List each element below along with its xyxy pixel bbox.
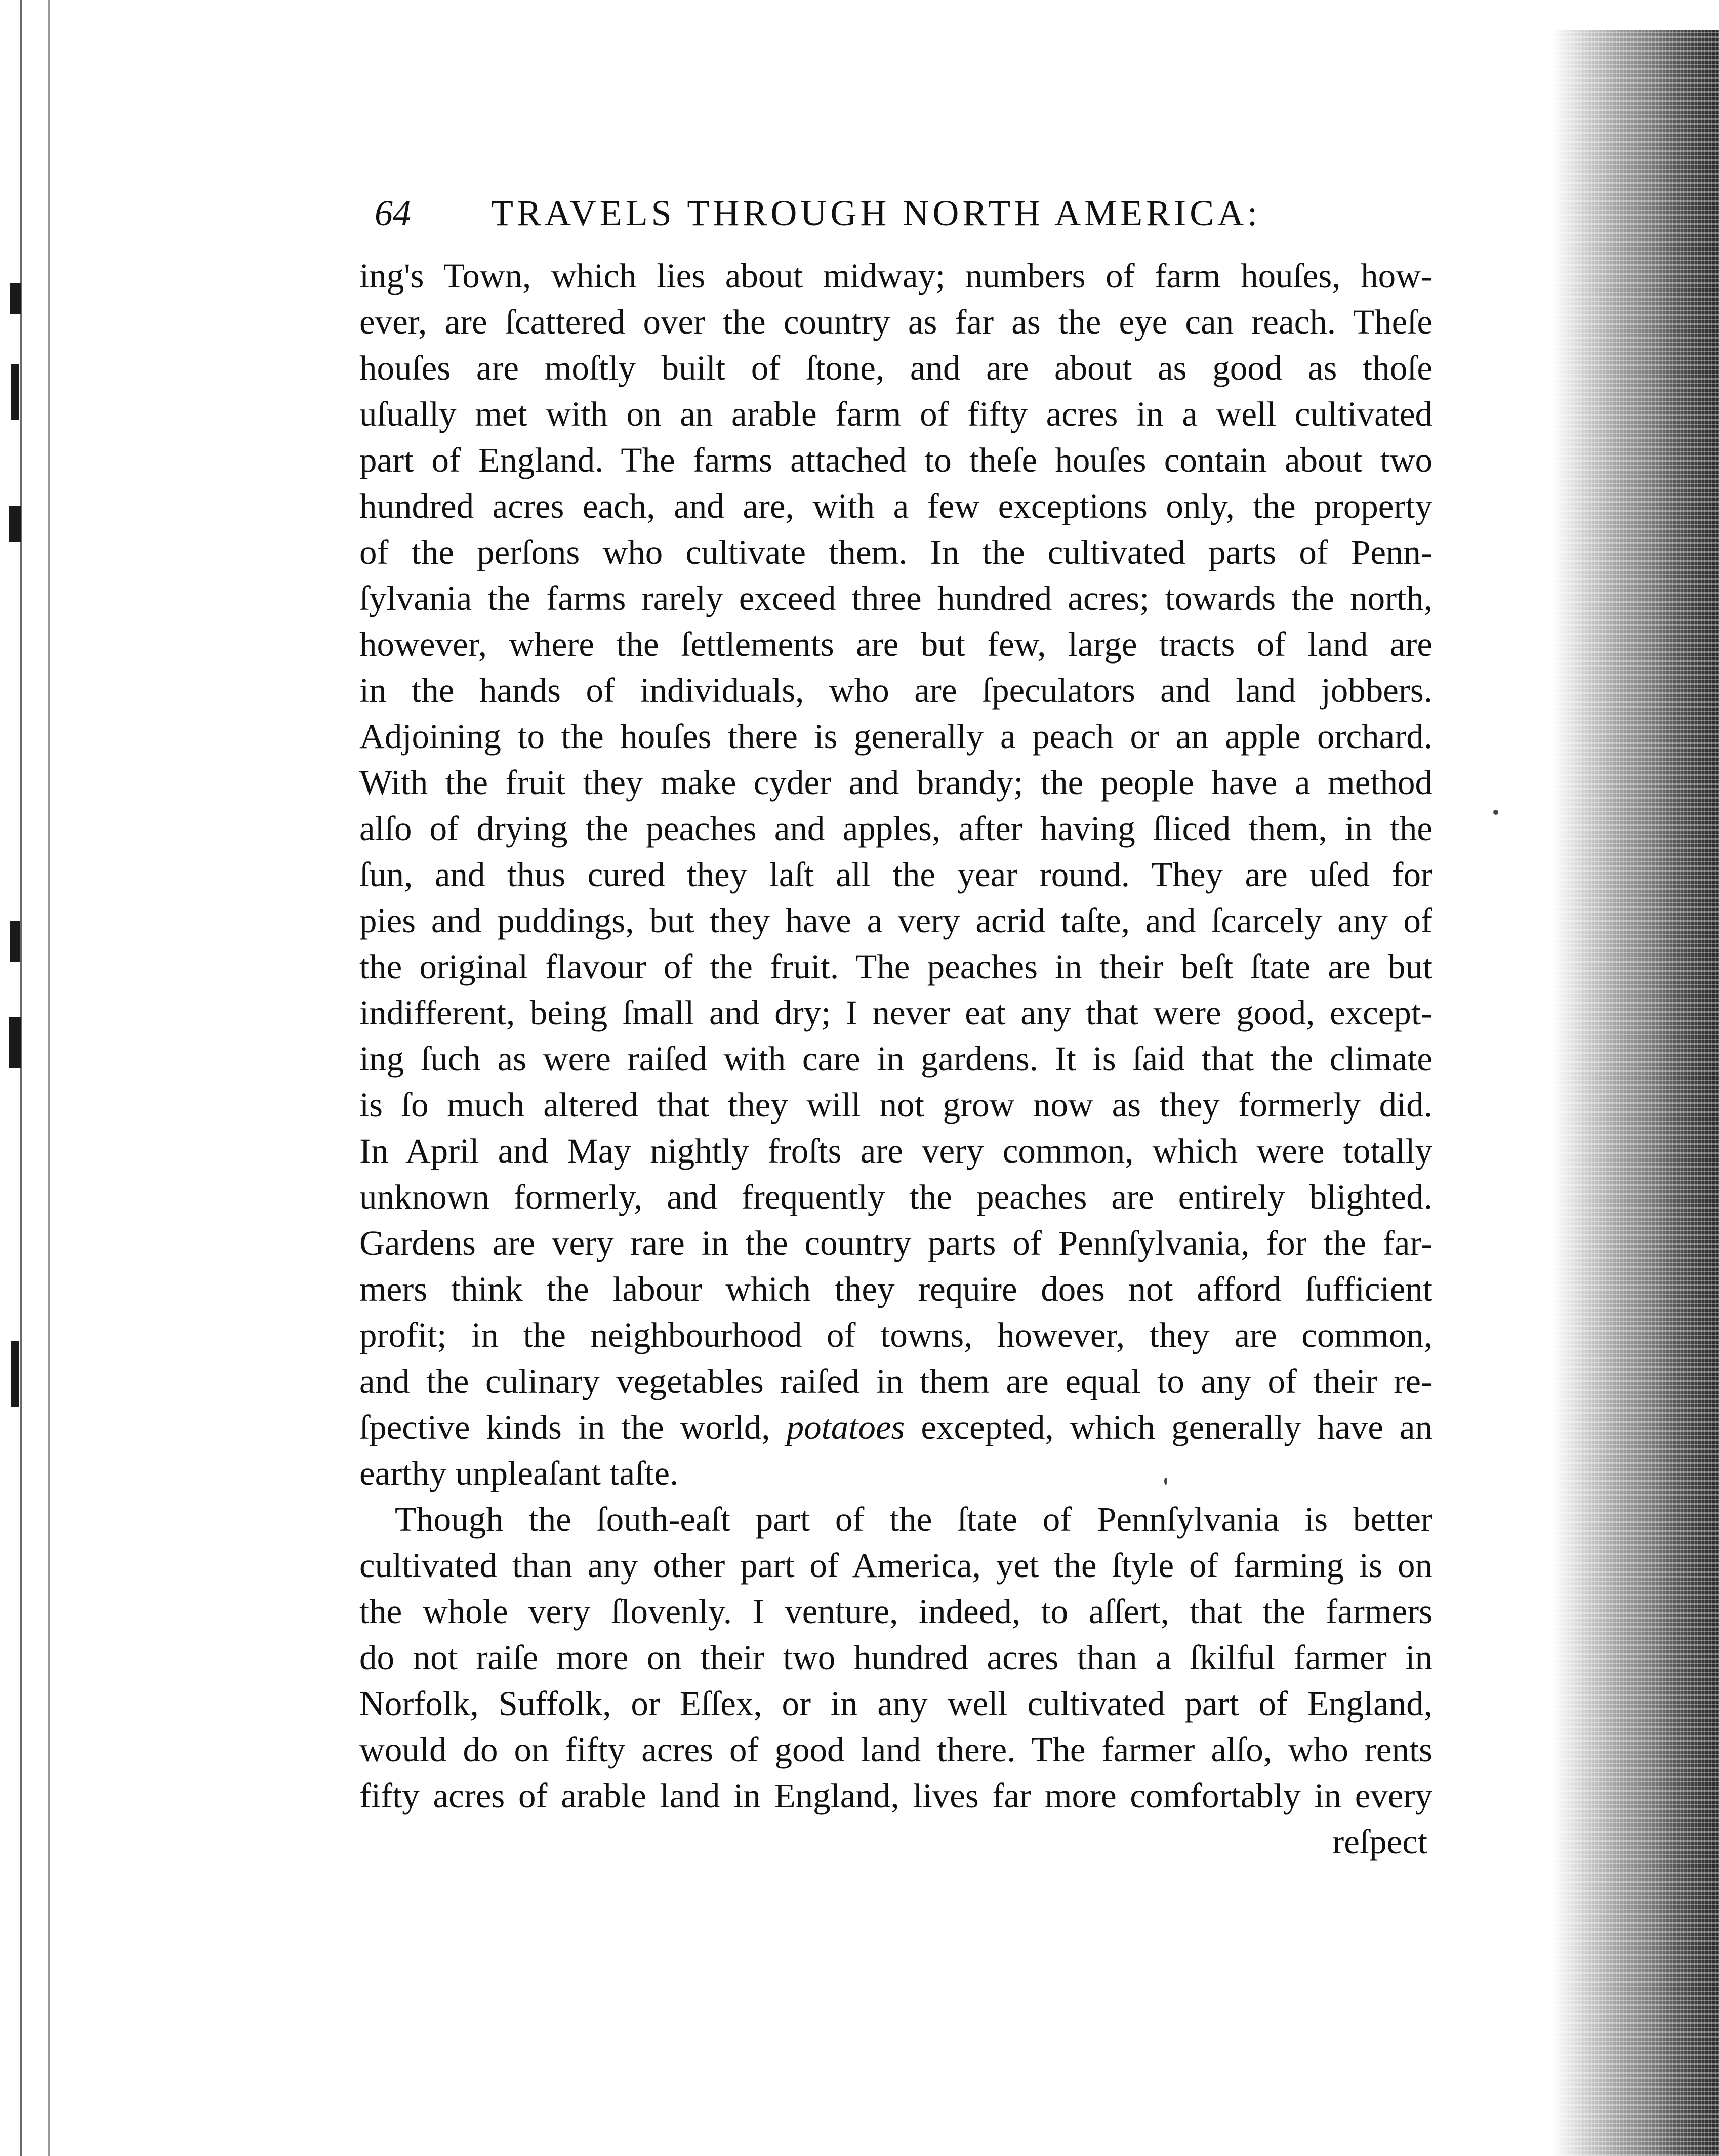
text-line: ing's Town, which lies about midway; numbers of farm houſes, how- [359,257,1433,295]
text-line: pies and puddings, but they have a very acrid taſte, and ſcarcely any of [359,901,1433,940]
text-line: hundred acres each, and are, with a few exceptions only, the property [359,487,1433,525]
text-line: of the perſons who cultivate them. In the cultivated parts of Penn- [359,533,1433,571]
italic-word: potatoes [786,1408,905,1446]
text-line: ſun, and thus cured they laſt all the year round. They are uſed for [359,855,1433,894]
right-gutter-speckle [1552,30,1719,2156]
text-line: Norfolk, Suffolk, or Eſſex, or in any well cultivated part of England, [359,1684,1433,1723]
text-line: alſo of drying the peaches and apples, after having ſliced them, in the [359,809,1433,848]
running-title: TRAVELS THROUGH NORTH AMERICA: [491,193,1261,233]
text-line: ing ſuch as were raiſed with care in gardens. It is ſaid that the climate [359,1040,1433,1078]
text-line: is ſo much altered that they will not grow now as they formerly did. [359,1086,1433,1124]
left-binding-edge [0,0,76,2156]
text-line: unknown formerly, and frequently the peaches are entirely blighted. [359,1178,1433,1216]
binding-mark [10,283,21,314]
page-header [359,192,1433,253]
text-segment: excepted, which generally have an [921,1408,1433,1446]
binding-mark [9,506,21,542]
text-line: houſes are moſtly built of ſtone, and are about as good as thoſe [359,349,1433,387]
text-line: however, where the ſettlements are but few, large tracts of land are [359,625,1433,664]
text-line: and the culinary vegetables raiſed in them are equal to any of their re- [359,1362,1433,1400]
stray-mark [1493,810,1498,815]
text-line: With the fruit they make cyder and brandy; the people have a method [359,763,1433,802]
text-line: the whole very ſlovenly. I venture, indeed, to aſſert, that the farmers [359,1592,1433,1631]
text-line: Though the ſouth-eaſt part of the ſtate of Pennſylvania is better [395,1500,1433,1539]
text-line: in the hands of individuals, who are ſpeculators and land jobbers. [359,671,1433,710]
text-line: ſylvania the farms rarely exceed three hundred acres; towards the north, [359,579,1433,617]
text-line: In April and May nightly froſts are very common, which were totally [359,1132,1433,1170]
book-page [359,192,1433,1865]
text-line: the original flavour of the fruit. The peaches in their beſt ſtate are but [359,947,1433,986]
binding-line [20,0,22,2156]
text-line-with-italic [359,1404,1433,1450]
paragraph-2 [359,1497,1433,1819]
text-line: earthy unpleaſant taſte. [359,1454,679,1492]
catchword: reſpect [1332,1822,1427,1861]
binding-mark [9,1017,21,1068]
text-line: do not raiſe more on their two hundred acres than a ſkilful farmer in [359,1638,1433,1677]
text-line: cultivated than any other part of America, yet the ſtyle of farming is on [359,1546,1433,1585]
text-line: part of England. The farms attached to theſe houſes contain about two [359,441,1433,479]
binding-mark [10,921,20,962]
binding-line [48,0,50,2156]
text-line: Gardens are very rare in the country parts of Pennſylvania, for the far- [359,1224,1433,1262]
text-line: Adjoining to the houſes there is generally a peach or an apple orchard. [359,717,1433,756]
text-line: indifferent, being ſmall and dry; I never eat any that were good, except- [359,993,1433,1032]
text-line: would do on fifty acres of good land there. The farmer alſo, who rents [359,1730,1433,1769]
binding-mark [11,364,19,420]
text-line: ever, are ſcattered over the country as far as the eye can reach. Theſe [359,303,1433,341]
text-line: uſually met with on an arable farm of fifty acres in a well cultivated [359,395,1433,433]
text-line: fifty acres of arable land in England, lives far more comfortably in every [359,1776,1433,1815]
text-line: profit; in the neighbourhood of towns, however, they are common, [359,1316,1433,1354]
page-number: 64 [375,193,411,233]
paragraph-1 [359,253,1433,1497]
text-line: mers think the labour which they require does not afford ſufficient [359,1270,1433,1308]
text-segment: ſpective kinds in the world, [359,1408,770,1446]
binding-mark [11,1341,19,1407]
